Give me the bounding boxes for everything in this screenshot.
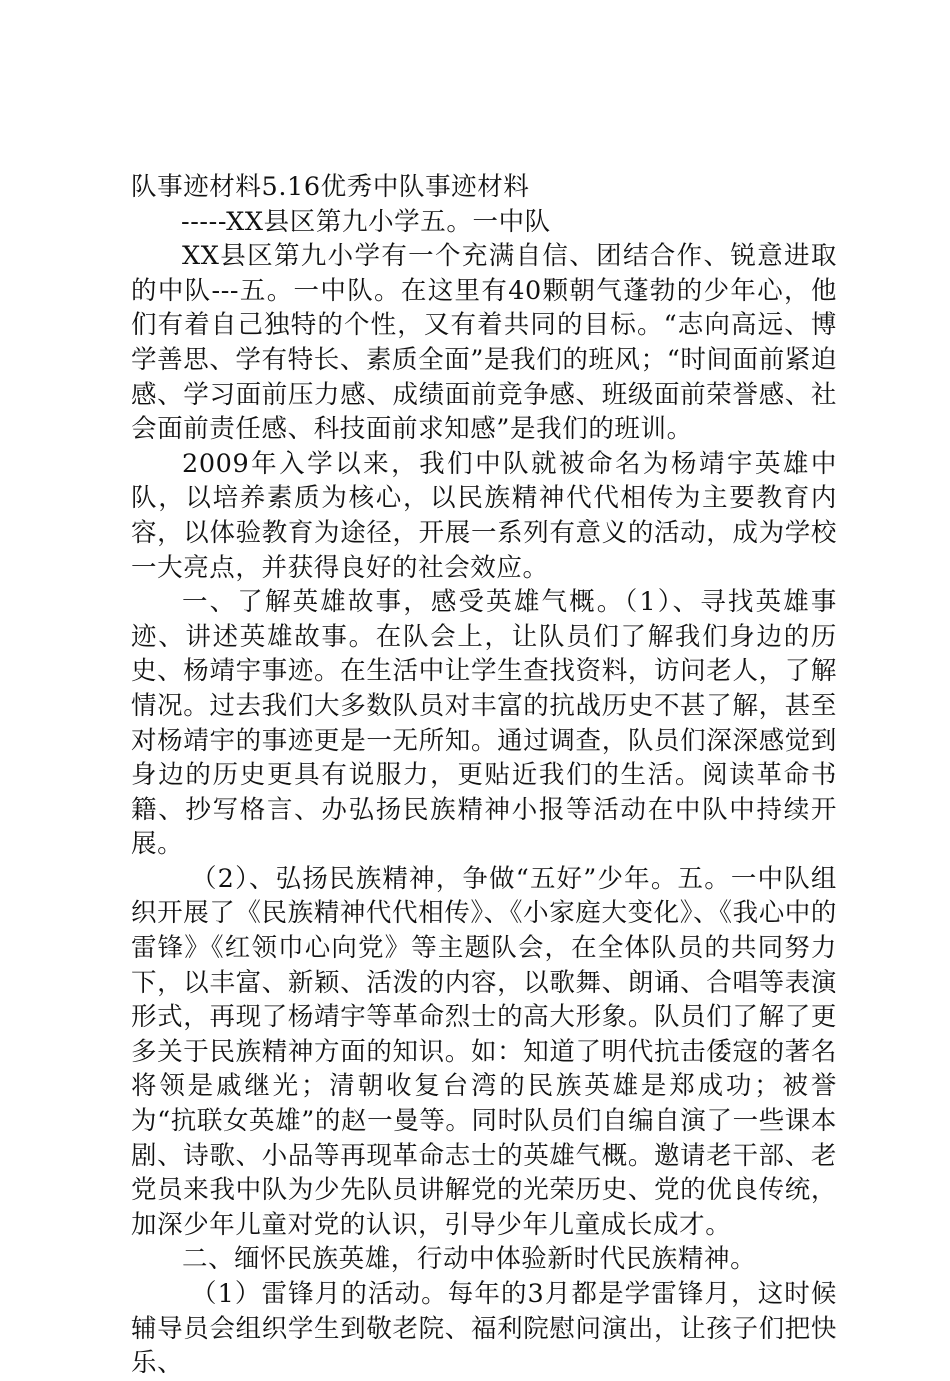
document-title: 队事迹材料5.16优秀中队事迹材料 — [131, 172, 530, 202]
paragraph-history: 2009年入学以来，我们中队就被命名为杨靖宇英雄中队，以培养素质为核心，以民族精神代代相传为主要教育内容，以体验教育为途径，开展一系列有意义的活动，成为学校一大亮点，并获得良好的社会效应。 — [131, 448, 837, 583]
paragraph-section-one: 一、了解英雄故事，感受英雄气概。（1）、寻找英雄事迹、讲述英雄故事。在队会上，让队员们了解我们身边的历史、杨靖宇事迹。在生活中让学生查找资料，访问老人，了解情况。过去我们大多数队员对丰富的抗战历史不甚了解，甚至对杨靖宇的事迹更是一无所知。通过调查，队员们深深感觉到身边的历史更具有说服力，更贴近我们的生活。阅读革命书籍、抄写格言、办弘扬民族精神小报等活动在中队中持续开展。 — [131, 587, 837, 860]
document-subtitle: -----XX县区第九小学五。一中队 — [181, 206, 551, 237]
paragraph-intro: XX县区第九小学有一个充满自信、团结合作、锐意进取的中队---五。一中队。在这里有40颗朝气蓬勃的少年心，他们有着自己独特的个性，又有着共同的目标。“志向高远、博学善思、学有特长、素质全面”是我们的班风；“时间面前紧迫感、学习面前压力感、成绩面前竞争感、班级面前荣誉感、社会面前责任感、科技面前求知感”是我们的班训。 — [131, 241, 837, 445]
document-body — [131, 170, 837, 1381]
paragraph-section-one-part-two: （2）、弘扬民族精神，争做“五好”少年。五。一中队组织开展了《民族精神代代相传》、《小家庭大变化》、《我心中的雷锋》《红领巾心向党》等主题队会，在全体队员的共同努力下，以丰富、新颖、活泼的内容，以歌舞、朗诵、合唱等表演形式，再现了杨靖宇等革命烈士的高大形象。队员们了解了更多关于民族精神方面的知识。如：知道了明代抗击倭寇的著名将领是戚继光；清朝收复台湾的民族英雄是郑成功；被誉为“抗联女英雄”的赵一曼等。同时队员们自编自演了一些课本剧、诗歌、小品等再现革命志士的英雄气概。邀请老干部、老党员来我中队为少先队员讲解党的光荣历史、党的优良传统，加深少年儿童对党的认识，引导少年儿童成长成才。 — [131, 863, 837, 1240]
paragraph-section-two-heading: 二、缅怀民族英雄，行动中体验新时代民族精神。 — [182, 1244, 757, 1275]
paragraph-section-two-part-one: （1）雷锋月的活动。每年的3月都是学雷锋月，这时候辅导员会组织学生到敬老院、福利院慰问演出，让孩子们把快乐、 — [131, 1279, 837, 1379]
